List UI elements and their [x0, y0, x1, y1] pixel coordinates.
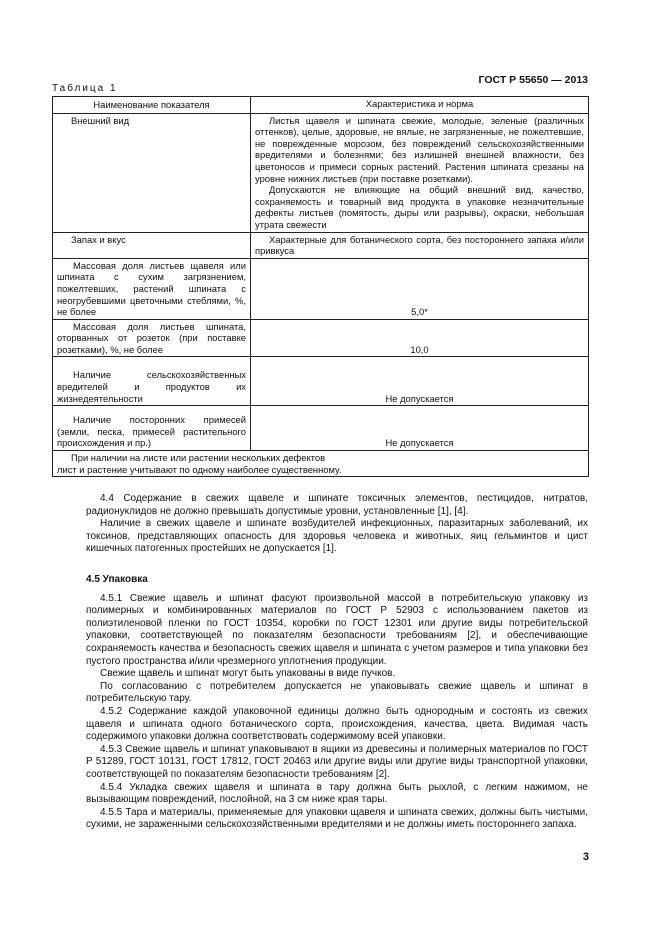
row-value: Не допускается	[251, 406, 589, 451]
row-name: Массовая доля листьев шпината, оторванных от розеток (при поставке розетками), %, не более	[53, 319, 251, 357]
row-name: Запах и вкус	[53, 232, 251, 258]
section-title-4-5: 4.5 Упаковка	[86, 574, 148, 585]
row-value: Не допускается	[251, 357, 589, 406]
row-name: Наличие сельскохозяйственных вредителей и продуктов их жизнедеятельности	[53, 357, 251, 406]
table-row	[53, 319, 589, 357]
row-value-paragraph: Допускаются не влияющие на общий внешний вид, качество, сохраняемость и товарный вид продукта в упаковке незначительные дефекты листьев (помятость, дыры или разрывы), окраски, небольшая утрата свежести	[255, 184, 584, 230]
table-row	[53, 258, 589, 319]
paragraph-4-5-4: 4.5.4 Укладка свежих щавеля и шпината в тару должна быть рыхлой, с легким нажимом, не вызывающим повреждений, послойной, на 3 см ниже края тары.	[86, 781, 588, 806]
paragraph-4-5-2: 4.5.2 Содержание каждой упаковочной единицы должно быть однородным и состоять из свежих щавеля и шпината одного ботанического сорта, происхождения, качества, цвета. Видимая часть содержимого упаковки должна соответствовать содержимому всей упаковки.	[86, 705, 588, 743]
table-row	[53, 232, 589, 258]
row-name: Массовая доля листьев щавеля или шпината с сухим загрязнением, пожелтевших, растений шпината с неогрубевшими цветочными стеблями, %, не более	[53, 258, 251, 319]
row-name: Внешний вид	[53, 113, 251, 232]
table-row	[53, 406, 589, 451]
row-value: 5,0*	[251, 258, 589, 319]
row-value-paragraph: Характерные для ботанического сорта, без постороннего запаха и/или привкуса	[255, 233, 584, 257]
col-header-name: Наименование показателя	[53, 97, 251, 114]
paragraph-4-5-1-c: По согласованию с потребителем допускается не упаковывать свежие щавель и шпинат в потребительскую тару.	[86, 680, 588, 705]
table-row	[53, 113, 589, 232]
row-value-paragraph: Листья щавеля и шпината свежие, молодые, зеленые (различных оттенков), целые, здоровые, не вялые, не загрязненные, не пожелтевшие, не поврежденные морозом, без повреждений сельскохозяйственными вредителями и болезнями; без излишней внешней влажности, без цветоносов и примеси сорных растений. Растения шпината срезаны на уровне нижних листьев (при поставке розетками).	[255, 114, 584, 184]
row-value	[251, 113, 589, 232]
body-text-block-2	[86, 574, 588, 832]
table-footnote: При наличии на листе или растении нескольких дефектов лист и растение учитывают по одному наиболее существенному.	[53, 451, 589, 477]
page-header	[52, 74, 588, 96]
row-value: 10,0	[251, 319, 589, 357]
row-value	[251, 232, 589, 258]
table-row	[53, 357, 589, 406]
paragraph-4-4: 4.4 Содержание в свежих щавеле и шпинате токсичных элементов, пестицидов, нитратов, радионуклидов не должно превышать допустимые уровни, установленные [1], [4].	[86, 493, 588, 517]
table-footnote-row	[53, 451, 589, 477]
paragraph-4-5-3: 4.5.3 Свежие щавель и шпинат упаковывают в ящики из древесины и полимерных материалов по ГОСТ Р 51289, ГОСТ 10131, ГОСТ 17812, ГОСТ 20463 или другие виды или другие виды транспортной упаковки, соответствующей по показателям безопасности требованиям [2].	[86, 743, 588, 780]
paragraph-4-5-1-b: Свежие щавель и шпинат могут быть упакованы в виде пучков.	[100, 668, 396, 680]
paragraph-4-5-1: 4.5.1 Свежие щавель и шпинат фасуют произвольной массой в потребительскую упаковку из полимерных и комбинированных материалов по ГОСТ Р 52903 с использованием пакетов из полиэтиленовой пленки по ГОСТ 10354, коробки по ГОСТ 12301 или другие виды потребительской упаковки, соответствующей по показателям безопасности требованиям [2], и обеспечивающие сохраняемость качества и безопасность свежих щавеля и шпината с учетом размеров и типа упаковки без пустого пространства и/или чрезмерного уплотнения продукции.	[86, 592, 588, 667]
table-header-row	[53, 97, 589, 114]
col-header-value: Характеристика и норма	[251, 97, 589, 114]
row-name: Наличие посторонних примесей (земли, песка, примесей растительного происхождения и пр.)	[53, 406, 251, 451]
spec-table	[52, 96, 589, 477]
table-label: Таблица 1	[52, 83, 118, 94]
paragraph-4-5-5: 4.5.5 Тара и материалы, применяемые для упаковки щавеля и шпината свежих, должны быть чистыми, сухими, не зараженными сельскохозяйственными вредителями и не должны иметь постороннего запаха.	[86, 806, 588, 831]
page-number: 3	[582, 851, 589, 863]
paragraph-4-4-b: Наличие в свежих щавеле и шпинате возбудителей инфекционных, паразитарных заболеваний, их токсинов, представляющих опасность для здоровья человека и животных, яиц гельминтов и цист кишечных патогенных простейших не допускается [1].	[86, 518, 588, 555]
body-text-block-1	[86, 493, 588, 556]
standard-code: ГОСТ Р 55650 — 2013	[478, 74, 588, 86]
